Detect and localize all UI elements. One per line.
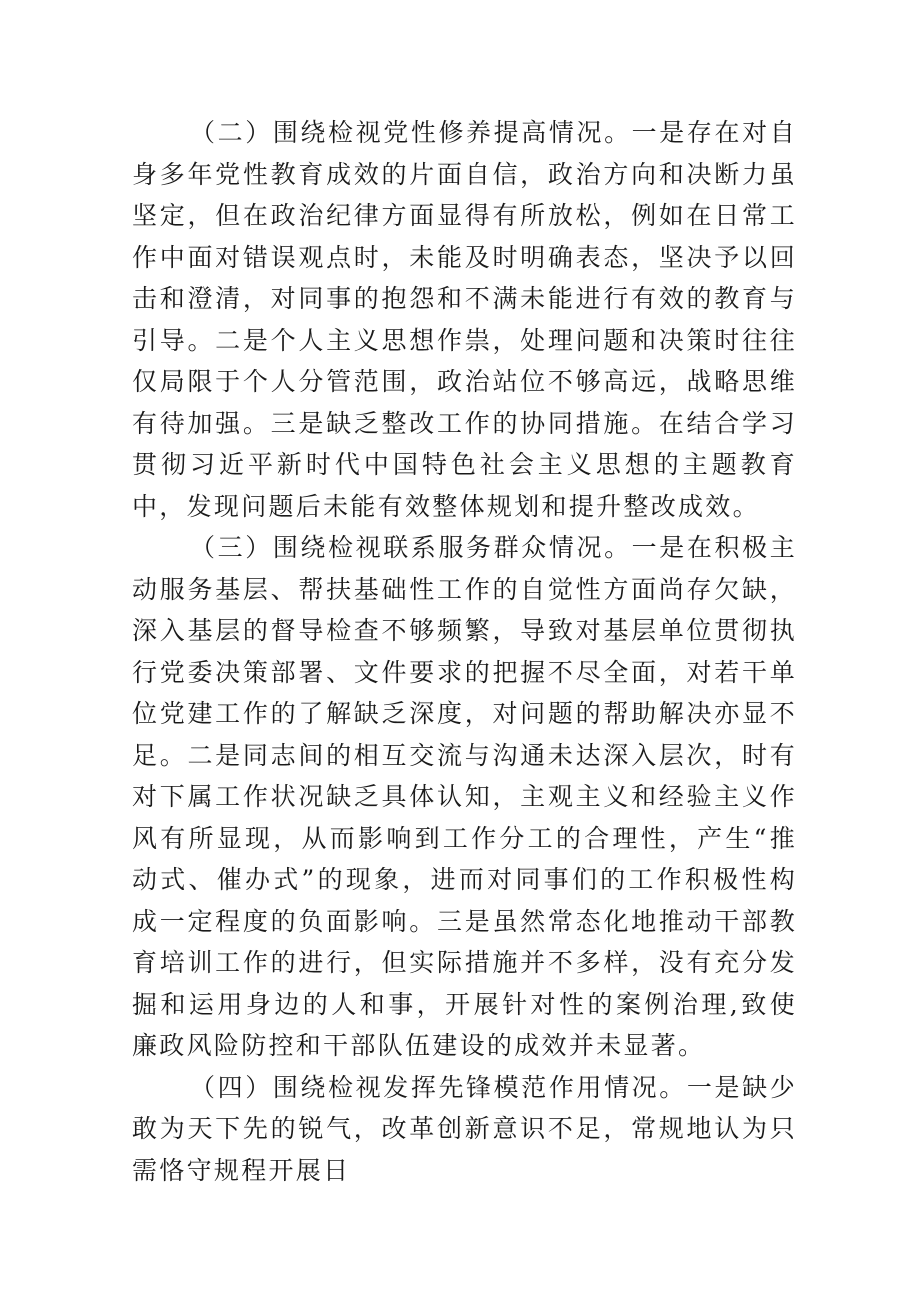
document-body [132, 112, 797, 1191]
paragraph-section-4: （四）围绕检视发挥先锋模范作用情况。一是缺少敢为天下先的锐气，改革创新意识不足，常规地认为只需恪守规程开展日 [132, 1072, 797, 1185]
paragraph-section-3: （三）围绕检视联系服务群众情况。一是在积极主动服务基层、帮扶基础性工作的自觉性方面尚存欠缺，深入基层的督导检查不够频繁，导致对基层单位贯彻执行党委决策部署、文件要求的把握不尽全面，对若干单位党建工作的了解缺乏深度，对问题的帮助解决亦显不足。二是同志间的相互交流与沟通未达深入层次，时有对下属工作状况缺乏具体认知，主观主义和经验主义作风有所显现，从而影响到工作分工的合理性，产生“推动式、催办式”的现象，进而对同事们的工作积极性构成一定程度的负面影响。三是虽然常态化地推动干部教育培训工作的进行，但实际措施并不多样，没有充分发掘和运用身边的人和事，开展针对性的案例治理,致使廉政风险防控和干部队伍建设的成效并未显著。 [132, 533, 797, 1060]
paragraph-section-2: （二）围绕检视党性修养提高情况。一是存在对自身多年党性教育成效的片面自信，政治方向和决断力虽坚定，但在政治纪律方面显得有所放松，例如在日常工作中面对错误观点时，未能及时明确表态，坚决予以回击和澄清，对同事的抱怨和不满未能进行有效的教育与引导。二是个人主义思想作祟，处理问题和决策时往往仅局限于个人分管范围，政治站位不够高远，战略思维有待加强。三是缺乏整改工作的协同措施。在结合学习贯彻习近平新时代中国特色社会主义思想的主题教育中，发现问题后未能有效整体规划和提升整改成效。 [132, 118, 797, 521]
